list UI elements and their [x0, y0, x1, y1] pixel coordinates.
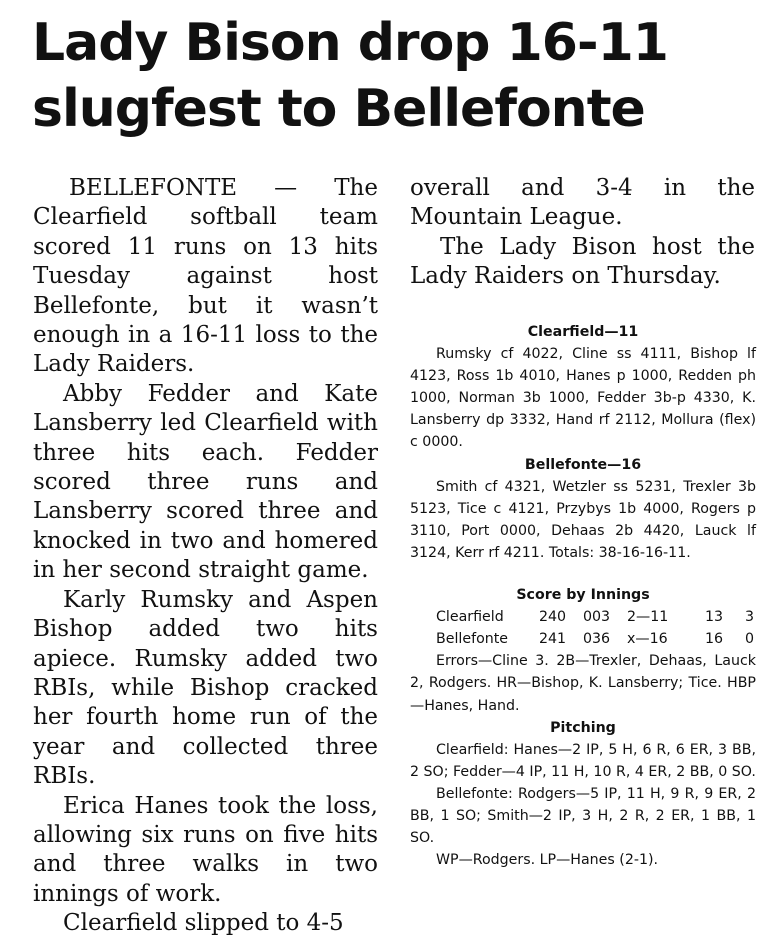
story-paragraph: overall and 3-4 in the Mountain League.	[410, 175, 755, 231]
story-paragraph: Abby Fedder and Kate Lansberry led Clearfield with three hits each. Fedder scored three runs and Lansberry scored three and knocked in two and homered in her second straight game.	[33, 380, 378, 584]
innings-row	[436, 628, 756, 650]
story-paragraph: Karly Rumsky and Aspen Bishop added two hits apiece. Rumsky added two RBIs, while Bishop cracked her fourth home run of the year and collected three RBIs.	[33, 586, 378, 790]
innings-4-6: 036	[583, 631, 611, 648]
pitching-header: Pitching	[550, 719, 616, 736]
clearfield-header: Clearfield—11	[527, 324, 639, 340]
headline-line-2: slugfest to Bellefonte	[32, 79, 645, 139]
story-paragraph: The Lady Bison host the Lady Raiders on Thursday.	[410, 233, 755, 290]
story-column-right	[410, 174, 755, 292]
bellefonte-header: Bellefonte—16	[524, 456, 642, 473]
innings-7-runs: 2—11	[627, 609, 669, 626]
story-paragraph: Clearfield slipped to 4-5	[63, 910, 344, 937]
innings-errors: 0	[745, 631, 755, 648]
story-paragraph: BELLEFONTE — The Clearfield softball team scored 11 runs on 13 hits Tuesday against host Bellefonte, but it wasn’t enough in a 16-11 loss to the Lady Raiders.	[33, 175, 378, 378]
innings-team: Clearfield	[436, 609, 504, 626]
innings-row	[436, 606, 756, 628]
innings-errors: 3	[745, 609, 755, 626]
innings-4-6: 003	[583, 609, 611, 626]
innings-1-3: 240	[539, 609, 567, 626]
innings-header: Score by Innings	[516, 587, 650, 604]
box-score	[410, 321, 756, 871]
innings-team: Bellefonte	[436, 631, 509, 648]
innings-7-runs: x—16	[627, 631, 668, 648]
pitching-clearfield: Clearfield: Hanes—2 IP, 5 H, 6 R, 6 ER, 3 BB, 2 SO; Fedder—4 IP, 11 H, 10 R, 4 ER, 2 BB, 0 SO.	[410, 741, 756, 780]
bellefonte-lineup: Smith cf 4321, Wetzler ss 5231, Trexler 3b 5123, Tice c 4121, Przybys 1b 4000, Rogers p 3110, Port 0000, Dehaas 2b 4420, Lauck lf 3124, Kerr rf 4211. Totals: 38-16-16-11.	[410, 478, 756, 561]
story-paragraph: Erica Hanes took the loss, allowing six runs on five hits and three walks in two innings of work.	[33, 792, 378, 907]
game-summary: Errors—Cline 3. 2B—Trexler, Dehaas, Lauck 2, Rodgers. HR—Bishop, K. Lansberry; Tice. HBP—Hanes, Hand.	[410, 653, 756, 714]
clearfield-lineup: Rumsky cf 4022, Cline ss 4111, Bishop lf 4123, Ross 1b 4010, Hanes p 1000, Redden ph 1000, Norman 3b 1000, Fedder 3b-p 4330, K. Lansberry dp 3332, Hand rf 2112, Mollura (flex) c 0000.	[410, 346, 756, 451]
innings-1-3: 241	[539, 631, 567, 648]
headline-line-1: Lady Bison drop 16-11	[32, 13, 668, 73]
pitching-bellefonte: Bellefonte: Rodgers—5 IP, 11 H, 9 R, 9 ER, 2 BB, 1 SO; Smith—2 IP, 3 H, 2 R, 2 ER, 1 BB, 1 SO.	[410, 785, 756, 847]
innings-table	[436, 606, 756, 650]
story-column-left	[33, 174, 378, 939]
headline	[32, 10, 752, 142]
innings-hits: 16	[705, 631, 724, 648]
innings-hits: 13	[705, 609, 724, 626]
pitching-decision: WP—Rodgers. LP—Hanes (2-1).	[436, 852, 659, 869]
